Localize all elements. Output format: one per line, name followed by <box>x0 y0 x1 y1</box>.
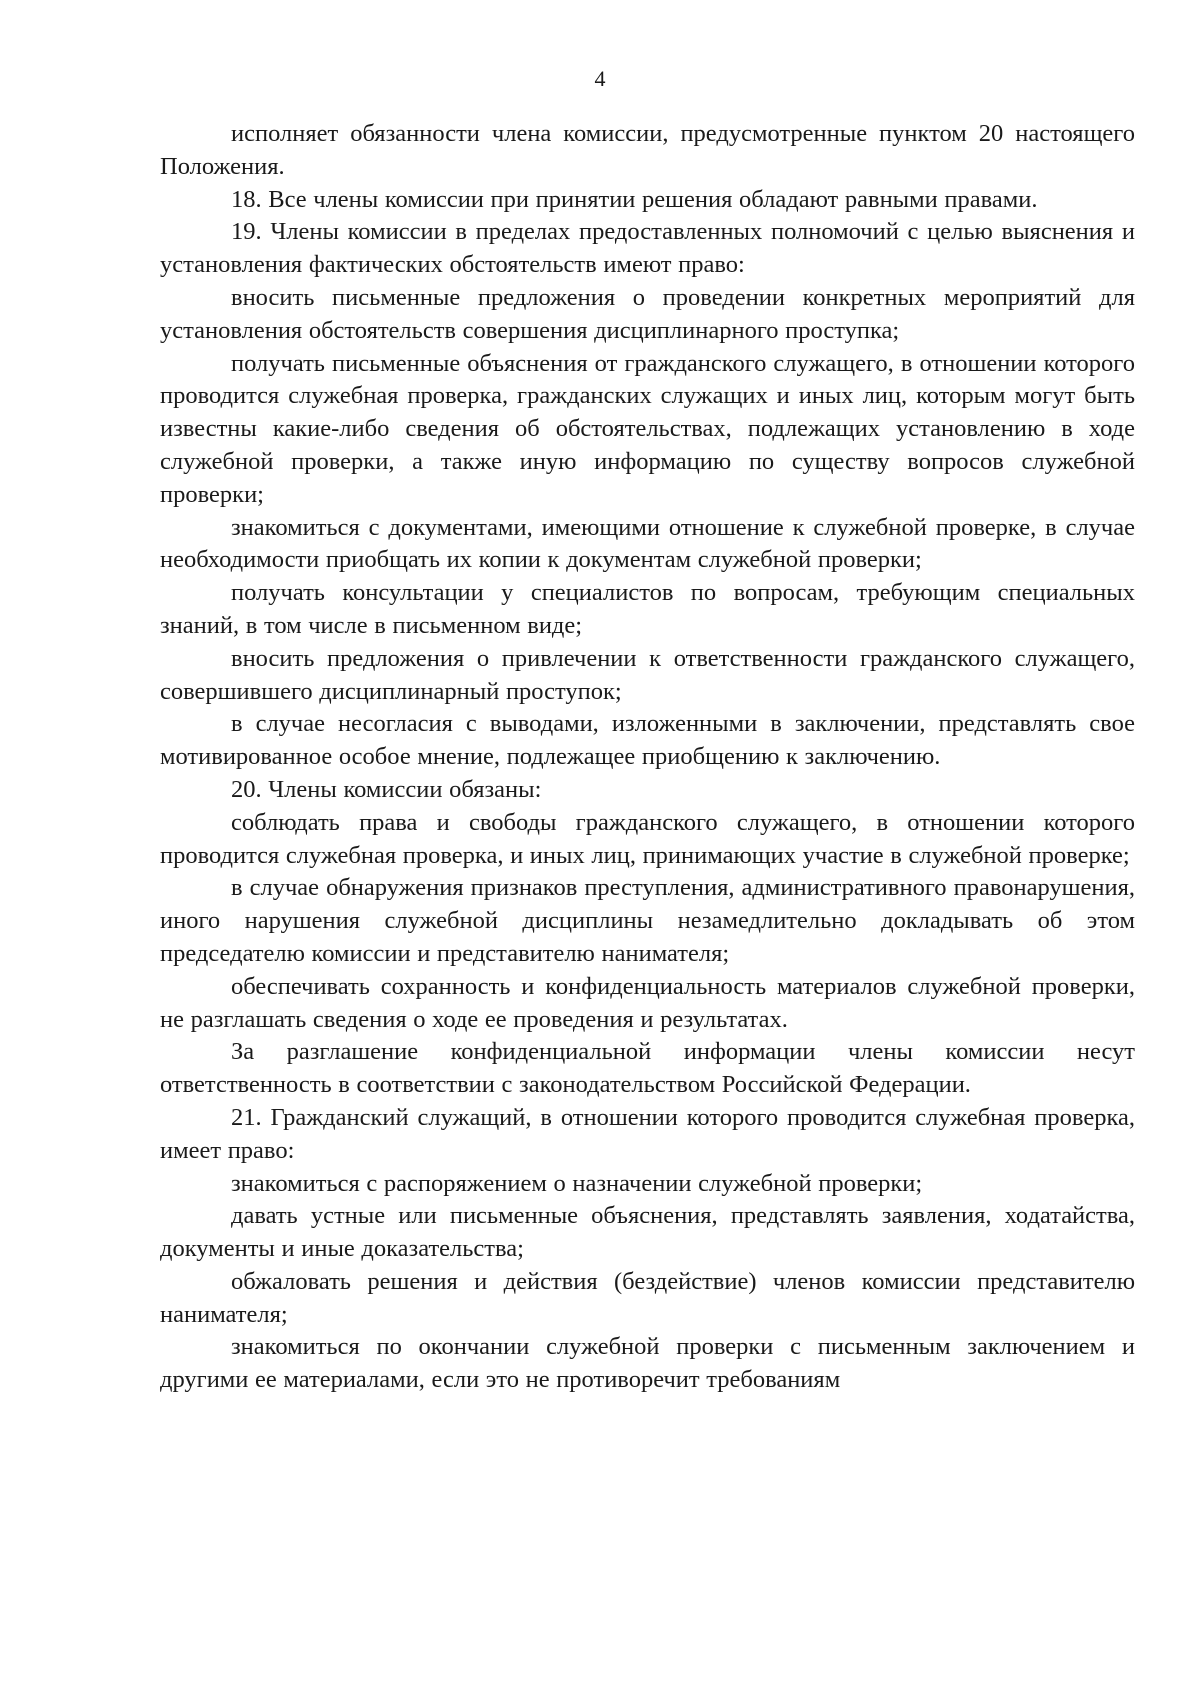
paragraph-item-19: 19. Члены комиссии в пределах предоставленных полномочий с целью выяснения и установления фактических обстоятельств имеют право: <box>160 218 1135 279</box>
paragraph-right-explanations: получать письменные объяснения от гражданского служащего, в отношении которого проводится служебная проверка, гражданских служащих и иных лиц, которым могут быть известны какие-либо сведения об обстоятельствах, подлежащих установлению в ходе служебной проверки, а также иную информацию по существу вопросов служебной проверки; <box>160 349 1135 508</box>
paragraph-continuation: исполняет обязанности члена комиссии, предусмотренные пунктом 20 настоящего Положения. <box>160 120 1135 180</box>
paragraph-employee-right-explanations: давать устные или письменные объяснения, представлять заявления, ходатайства, документы и иные доказательства; <box>160 1202 1135 1263</box>
paragraph-disclosure-liability: За разглашение конфиденциальной информации члены комиссии несут ответственность в соответствии с законодательством Российской Федерации. <box>160 1038 1135 1099</box>
paragraph-employee-right-conclusion: знакомиться по окончании служебной проверки с письменным заключением и другими ее материалами, если это не противоречит требованиям <box>160 1333 1135 1394</box>
paragraph-duty-rights: соблюдать права и свободы гражданского служащего, в отношении которого проводится служебная проверка, и иных лиц, принимающих участие в служебной проверке; <box>160 808 1135 869</box>
paragraph-right-dissent: в случае несогласия с выводами, изложенными в заключении, представлять свое мотивированное особое мнение, подлежащее приобщению к заключению. <box>160 710 1135 771</box>
paragraph-duty-confidentiality: обеспечивать сохранность и конфиденциальность материалов служебной проверки, не разглашать сведения о ходе ее проведения и результатах. <box>160 972 1135 1033</box>
paragraph-right-proposals: вносить письменные предложения о проведении конкретных мероприятий для установления обстоятельств совершения дисциплинарного проступка; <box>160 283 1135 344</box>
page-number: 4 <box>594 66 606 91</box>
paragraph-right-documents: знакомиться с документами, имеющими отношение к служебной проверке, в случае необходимости приобщать их копии к документам служебной проверки; <box>160 513 1135 574</box>
paragraph-employee-right-order: знакомиться с распоряжением о назначении служебной проверки; <box>231 1169 923 1197</box>
document-body <box>160 118 1135 1397</box>
paragraph-right-consultations: получать консультации у специалистов по вопросам, требующим специальных знаний, в том числе в письменном виде; <box>160 579 1135 639</box>
paragraph-employee-right-appeal: обжаловать решения и действия (бездействие) членов комиссии представителю нанимателя; <box>160 1267 1135 1328</box>
paragraph-item-21: 21. Гражданский служащий, в отношении которого проводится служебная проверка, имеет право: <box>160 1103 1135 1164</box>
paragraph-right-responsibility: вносить предложения о привлечении к ответственности гражданского служащего, совершившего дисциплинарный проступок; <box>160 644 1135 705</box>
paragraph-item-18: 18. Все члены комиссии при принятии решения обладают равными правами. <box>231 185 1038 213</box>
paragraph-item-20: 20. Члены комиссии обязаны: <box>231 775 542 803</box>
paragraph-duty-report: в случае обнаружения признаков преступления, административного правонарушения, иного нарушения служебной дисциплины незамедлительно докладывать об этом председателю комиссии и представителю нанимателя; <box>160 874 1135 967</box>
